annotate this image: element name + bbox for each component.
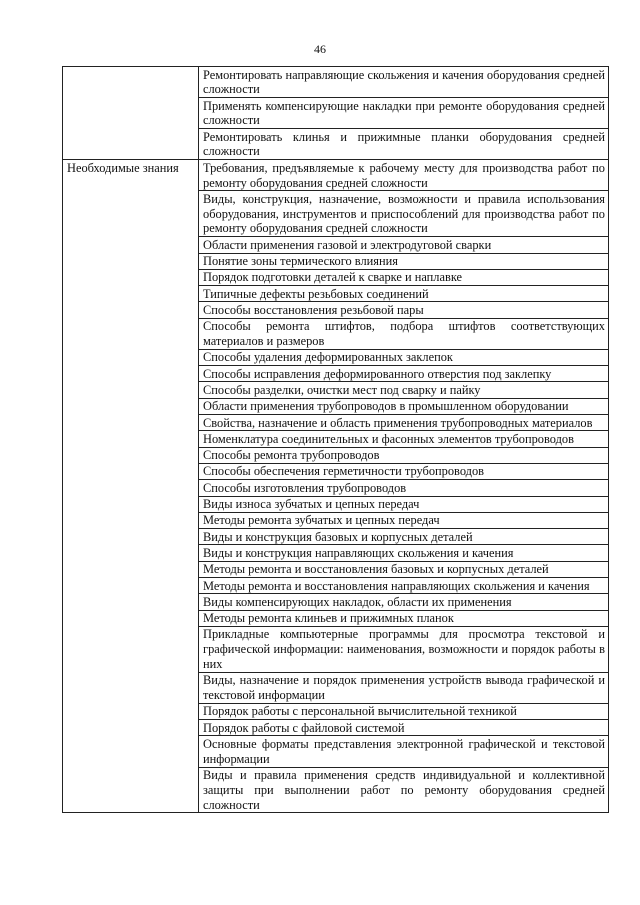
table-cell: Методы ремонта клиньев и прижимных планок bbox=[199, 610, 609, 626]
table-cell: Применять компенсирующие накладки при ремонте оборудования средней сложности bbox=[199, 98, 609, 129]
table-cell: Способы ремонта трубопроводов bbox=[199, 447, 609, 463]
table-cell: Порядок работы с файловой системой bbox=[199, 720, 609, 736]
table-cell: Методы ремонта и восстановления направляющих скольжения и качения bbox=[199, 578, 609, 594]
table-cell: Виды и правила применения средств индивидуальной и коллективной защиты при выполнении работ по ремонту оборудования средней сложности bbox=[199, 767, 609, 813]
table-row bbox=[63, 67, 609, 98]
table-cell: Области применения трубопроводов в промышленном оборудовании bbox=[199, 398, 609, 414]
table-cell: Способы изготовления трубопроводов bbox=[199, 480, 609, 496]
page-number: 46 bbox=[314, 42, 326, 56]
table-cell: Типичные дефекты резьбовых соединений bbox=[199, 286, 609, 302]
table-cell: Способы восстановления резьбовой пары bbox=[199, 302, 609, 318]
table-cell: Понятие зоны термического влияния bbox=[199, 253, 609, 269]
table-cell: Области применения газовой и электродуговой сварки bbox=[199, 237, 609, 253]
table-cell: Способы разделки, очистки мест под сварку и пайку bbox=[199, 382, 609, 398]
table-cell: Виды и конструкция базовых и корпусных деталей bbox=[199, 529, 609, 545]
competency-table bbox=[62, 66, 609, 813]
knowledge-label: Необходимые знания bbox=[63, 160, 199, 813]
table-cell: Прикладные компьютерные программы для просмотра текстовой и графической информации: наименования, возможности и порядок работы в них bbox=[199, 626, 609, 672]
table-cell: Виды, назначение и порядок применения устройств вывода графической и текстовой информации bbox=[199, 672, 609, 703]
table-cell: Методы ремонта зубчатых и цепных передач bbox=[199, 512, 609, 528]
table-cell: Свойства, назначение и область применения трубопроводных материалов bbox=[199, 415, 609, 431]
table-cell: Номенклатура соединительных и фасонных элементов трубопроводов bbox=[199, 431, 609, 447]
table-cell: Виды износа зубчатых и цепных передач bbox=[199, 496, 609, 512]
table-cell: Способы исправления деформированного отверстия под заклепку bbox=[199, 366, 609, 382]
table-cell: Способы обеспечения герметичности трубопроводов bbox=[199, 463, 609, 479]
table-cell: Виды и конструкция направляющих скольжения и качения bbox=[199, 545, 609, 561]
table-cell: Порядок работы с персональной вычислительной техникой bbox=[199, 703, 609, 719]
table-cell: Ремонтировать направляющие скольжения и качения оборудования средней сложности bbox=[199, 67, 609, 98]
table-cell: Порядок подготовки деталей к сварке и наплавке bbox=[199, 269, 609, 285]
table-cell: Способы ремонта штифтов, подбора штифтов соответствующих материалов и размеров bbox=[199, 318, 609, 349]
table-cell: Виды, конструкция, назначение, возможности и правила использования оборудования, инструментов и приспособлений для производства работ по ремонту оборудования средней сложности bbox=[199, 191, 609, 237]
table-row bbox=[63, 160, 609, 191]
skills-label-cell bbox=[63, 67, 199, 160]
table-cell: Ремонтировать клинья и прижимные планки оборудования средней сложности bbox=[199, 129, 609, 160]
table-cell: Основные форматы представления электронной графической и текстовой информации bbox=[199, 736, 609, 767]
table-cell: Виды компенсирующих накладок, области их применения bbox=[199, 594, 609, 610]
table-cell: Методы ремонта и восстановления базовых и корпусных деталей bbox=[199, 561, 609, 577]
table-cell: Требования, предъявляемые к рабочему месту для производства работ по ремонту оборудования средней сложности bbox=[199, 160, 609, 191]
table-cell: Способы удаления деформированных заклепок bbox=[199, 349, 609, 365]
